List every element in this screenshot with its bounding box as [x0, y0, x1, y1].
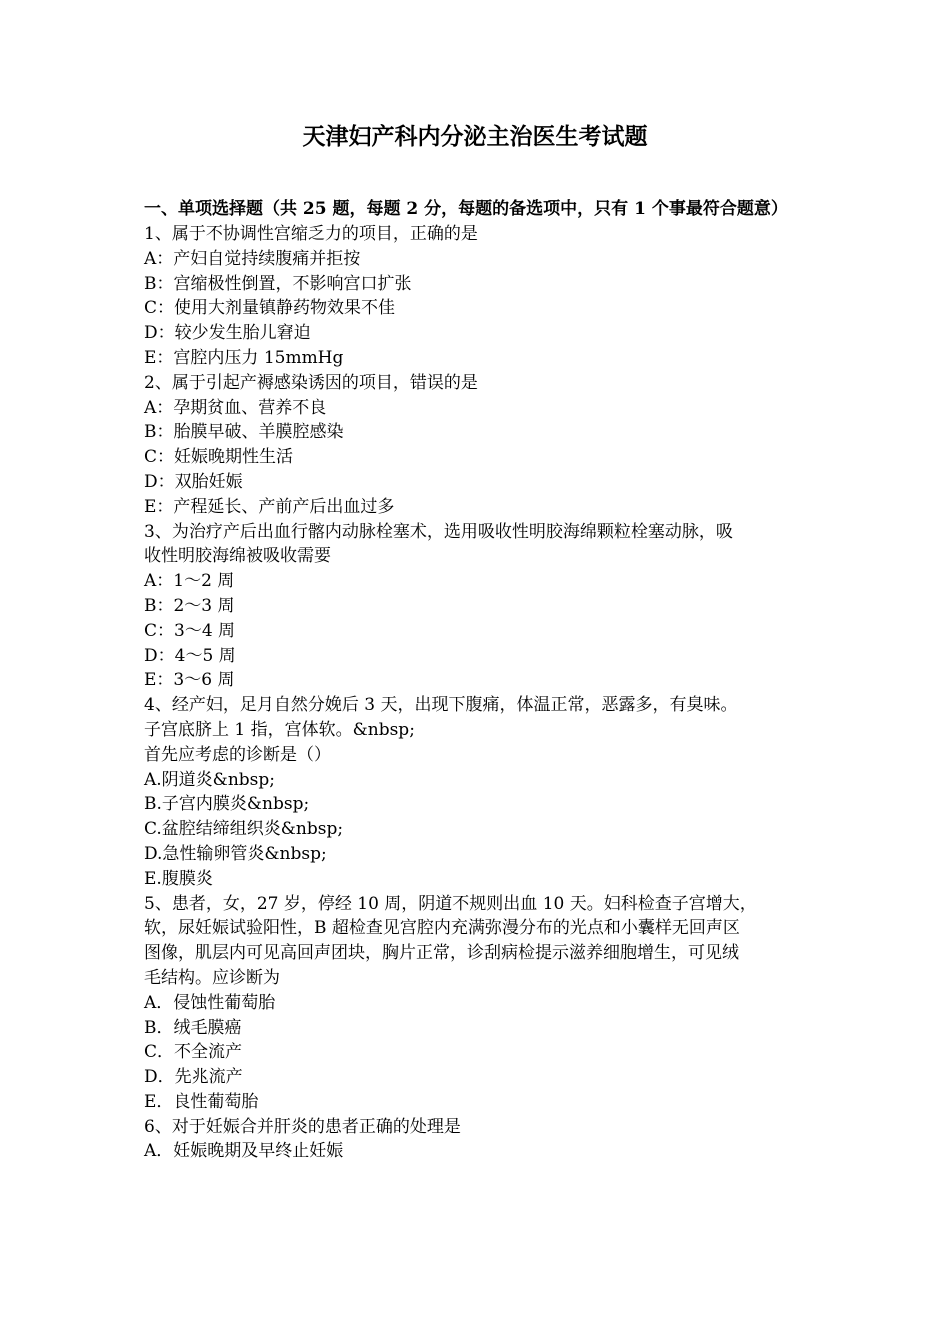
question-3-stem-line-1: 3、为治疗产后出血行髂内动脉栓塞术，选用吸收性明胶海绵颗粒栓塞动脉，吸 [144, 521, 733, 542]
question-3-option-b: B：2～3 周 [144, 595, 235, 616]
question-4-stem-line-2: 子宫底脐上 1 指，宫体软。&nbsp; [144, 719, 415, 740]
question-2-option-d: D：双胎妊娠 [144, 471, 243, 492]
question-5-option-a: A．侵蚀性葡萄胎 [144, 992, 276, 1013]
question-4-stem-line-1: 4、经产妇，足月自然分娩后 3 天，出现下腹痛，体温正常，恶露多，有臭味。 [144, 695, 738, 716]
question-3-option-c: C：3～4 周 [144, 620, 236, 641]
question-1-stem: 1、属于不协调性宫缩乏力的项目，正确的是 [144, 224, 478, 244]
question-2-option-c: C：妊娠晚期性生活 [144, 447, 294, 468]
question-5-stem-line-4: 毛结构。应诊断为 [144, 967, 280, 988]
question-1-option-b: B：宫缩极性倒置，不影响宫口扩张 [144, 273, 412, 294]
question-4-stem-line-3: 首先应考虑的诊断是（） [144, 744, 331, 765]
question-4-option-b: B.子宫内膜炎&nbsp; [144, 794, 310, 815]
question-5-stem-line-1: 5、患者，女，27 岁，停经 10 周，阴道不规则出血 10 天。妇科检查子宫增大， [144, 893, 757, 914]
question-4-option-d: D.急性输卵管炎&nbsp; [144, 843, 327, 864]
question-2-stem: 2、属于引起产褥感染诱因的项目，错误的是 [144, 372, 478, 393]
document-title: 天津妇产科内分泌主治医生考试题 [302, 123, 648, 150]
question-1-option-c: C：使用大剂量镇静药物效果不佳 [144, 298, 396, 319]
question-2-option-e: E：产程延长、产前产后出血过多 [144, 496, 395, 517]
question-1-option-a: A：产妇自觉持续腹痛并拒按 [144, 248, 361, 269]
question-5-option-d: D．先兆流产 [144, 1067, 243, 1088]
question-4-option-c: C.盆腔结缔组织炎&nbsp; [144, 819, 344, 840]
question-5-option-e: E．良性葡萄胎 [144, 1091, 259, 1112]
question-1-option-e: E：宫腔内压力 15mmHg [144, 347, 344, 368]
question-1-option-d: D：较少发生胎儿窘迫 [144, 323, 311, 344]
question-3-option-e: E：3～6 周 [144, 670, 235, 691]
question-5-stem-line-3: 图像，肌层内可见高回声团块，胸片正常，诊刮病检提示滋养细胞增生，可见绒 [144, 943, 739, 964]
question-5-option-c: C．不全流产 [144, 1042, 243, 1063]
question-2-option-b: B：胎膜早破、羊膜腔感染 [144, 422, 344, 443]
question-5-stem-line-2: 软，尿妊娠试验阳性，B 超检查见宫腔内充满弥漫分布的光点和小囊样无回声区 [144, 918, 740, 939]
question-3-option-d: D：4～5 周 [144, 645, 236, 666]
section-heading: 一、单项选择题（共 25 题，每题 2 分，每题的备选项中，只有 1 个事最符合题意） [144, 199, 788, 219]
question-3-stem-line-2: 收性明胶海绵被吸收需要 [144, 546, 331, 567]
question-4-option-e: E.腹膜炎 [144, 868, 213, 889]
question-6-stem: 6、对于妊娠合并肝炎的患者正确的处理是 [144, 1116, 461, 1137]
question-6-option-a: A．妊娠晚期及早终止妊娠 [144, 1141, 344, 1162]
question-4-option-a: A.阴道炎&nbsp; [144, 769, 275, 790]
question-5-option-b: B．绒毛膜癌 [144, 1017, 242, 1038]
document-body [144, 197, 820, 1164]
question-3-option-a: A：1～2 周 [144, 571, 235, 592]
question-2-option-a: A：孕期贫血、营养不良 [144, 397, 327, 418]
